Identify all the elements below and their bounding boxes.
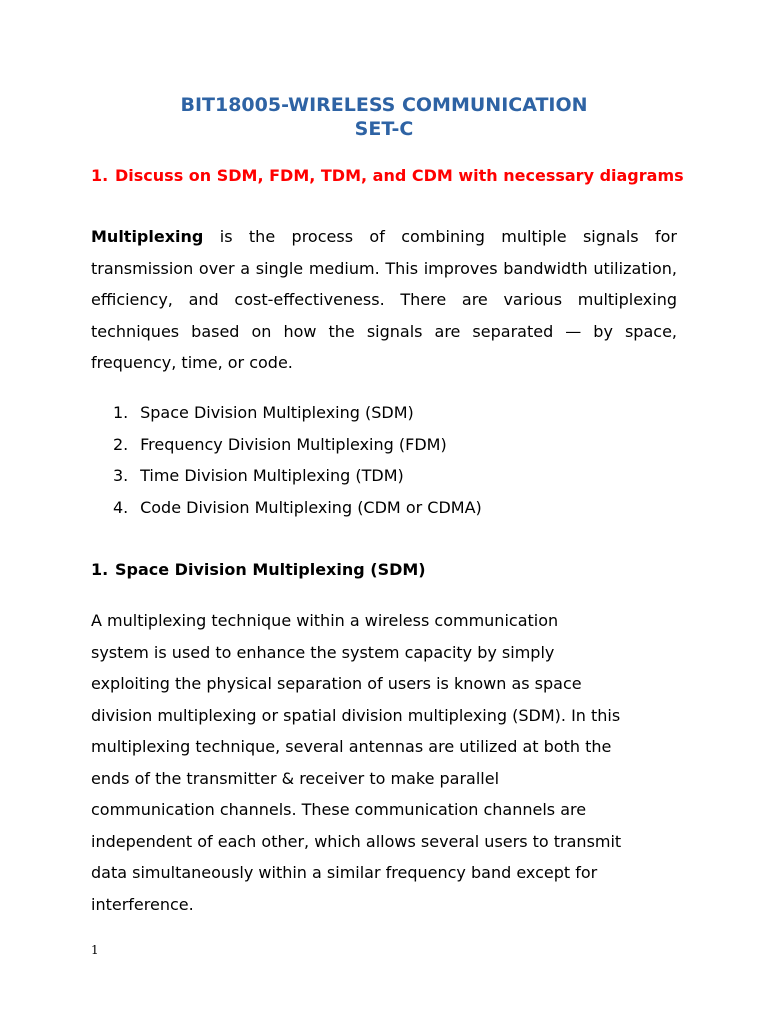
section-title: Space Division Multiplexing (SDM) — [115, 560, 426, 579]
paragraph-line: interference. — [91, 894, 194, 914]
question-number: 1. — [91, 166, 109, 185]
paragraph-line: data simultaneously within a similar frequency band except for — [91, 863, 598, 882]
intro-bold-term: Multiplexing — [91, 227, 204, 246]
sdm-paragraph — [91, 605, 691, 920]
list-item-number: 4. — [113, 497, 129, 517]
paragraph-line: ends of the transmitter & receiver to make parallel — [91, 768, 500, 788]
paragraph-line: communication channels. These communication channels are — [91, 800, 587, 819]
list-item-number: 2. — [113, 434, 129, 454]
list-item-number: 3. — [113, 466, 129, 485]
intro-text: is the process of combining multiple signals for transmission over a single medium. This improves bandwidth utilization, efficiency, and cost-effectiveness. There are various multiplexing techniques based on how the signals are separated — by space, frequency, time, or code. — [91, 227, 677, 372]
question-heading — [91, 166, 691, 186]
list-item-label: Time Division Multiplexing (TDM) — [140, 466, 404, 485]
list-item — [113, 397, 482, 429]
list-item-number: 1. — [113, 403, 129, 422]
document-title: BIT18005-WIRELESS COMMUNICATION — [180, 94, 588, 116]
section-number: 1. — [91, 560, 109, 579]
list-item-label: Frequency Division Multiplexing (FDM) — [140, 434, 447, 454]
paragraph-line: division multiplexing or spatial division multiplexing (SDM). In this — [91, 705, 621, 725]
document-subtitle: SET-C — [354, 118, 414, 140]
page-number: 1 — [91, 943, 99, 957]
list-item-label: Space Division Multiplexing (SDM) — [140, 403, 414, 422]
paragraph-line: multiplexing technique, several antennas are utilized at both the — [91, 737, 612, 756]
list-item-label: Code Division Multiplexing (CDM or CDMA) — [140, 497, 482, 517]
paragraph-line: A multiplexing technique within a wireless communication — [91, 611, 559, 630]
question-text: Discuss on SDM, FDM, TDM, and CDM with necessary diagrams — [115, 166, 684, 185]
intro-paragraph — [91, 221, 677, 379]
techniques-list — [113, 397, 482, 523]
list-item — [113, 492, 482, 524]
list-item — [113, 460, 482, 492]
paragraph-line: system is used to enhance the system capacity by simply — [91, 642, 555, 662]
paragraph-line: independent of each other, which allows several users to transmit — [91, 831, 622, 851]
list-item — [113, 429, 482, 461]
section-heading — [91, 558, 426, 582]
paragraph-line: exploiting the physical separation of users is known as space — [91, 674, 582, 693]
